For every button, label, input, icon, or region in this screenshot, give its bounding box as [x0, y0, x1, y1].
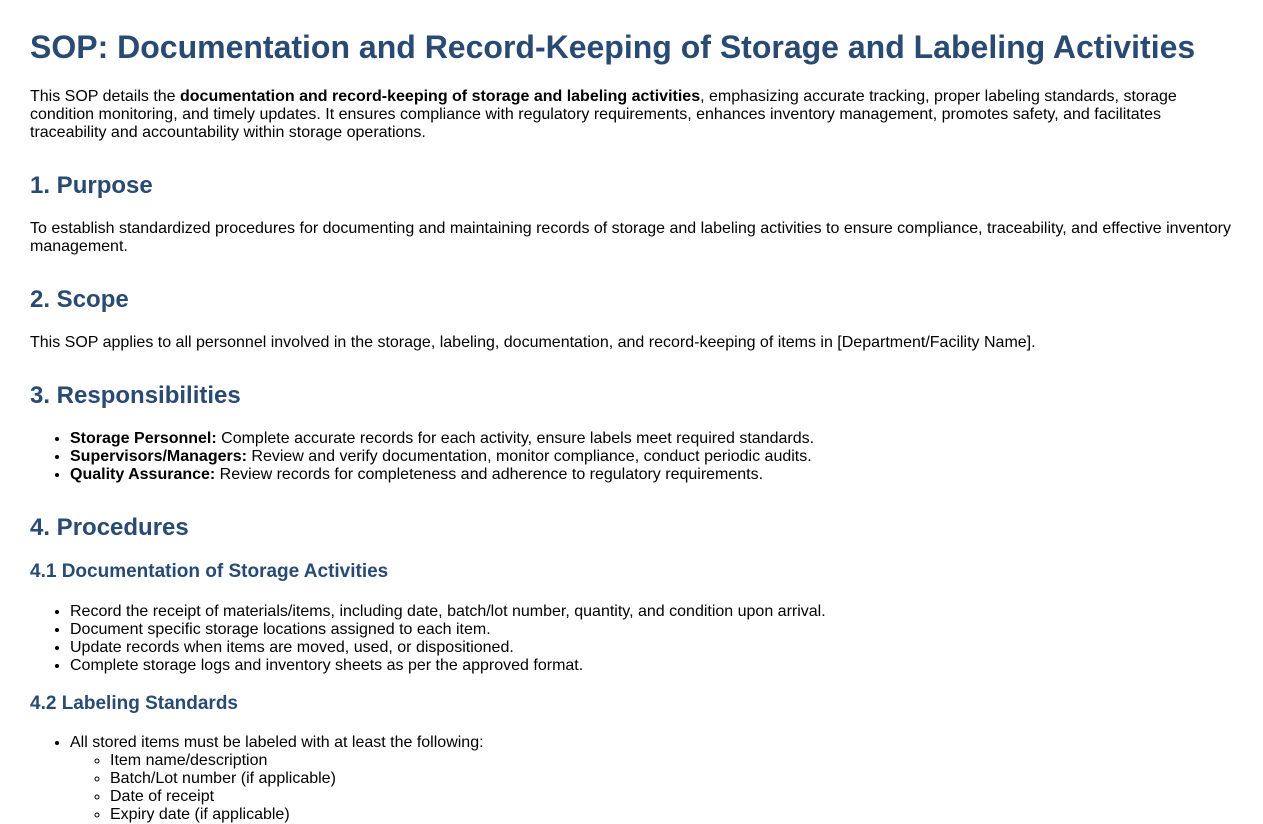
list-item: • Update records when items are moved, used, or dispositioned. — [70, 639, 826, 657]
list-item: ◦ Batch/Lot number (if applicable) — [110, 770, 484, 788]
list-item — [70, 430, 814, 448]
storage-documentation-list — [30, 603, 826, 675]
list-item — [70, 448, 814, 466]
responsibilities-list — [30, 430, 814, 484]
list-item: • Document specific storage locations assigned to each item. — [70, 621, 826, 639]
role-description: Complete accurate records for each activity, ensure labels meet required standards. — [216, 430, 815, 447]
intro-text-bold: documentation and record-keeping of storage and labeling activities — [180, 88, 701, 105]
intro-text-end: , emphasizing accurate tracking, proper labeling standards, storage condition monitoring, and timely updates. It ensures compliance with regulatory requirements, enhances inventory management, promotes safety, and facilitates traceability and accountability within storage operations. — [30, 88, 1177, 141]
role-description: Review and verify documentation, monitor compliance, conduct periodic audits. — [246, 448, 812, 465]
role-label: Supervisors/Managers: — [70, 448, 247, 465]
list-item — [70, 466, 814, 484]
list-item — [70, 734, 484, 824]
purpose-text: To establish standardized procedures for documenting and maintaining records of storage and labeling activities to ensure compliance, traceability, and effective inventory management. — [30, 220, 1231, 255]
role-label: Storage Personnel: — [70, 430, 217, 447]
role-label: Quality Assurance: — [70, 466, 216, 483]
list-item: ◦ Item name/description — [110, 752, 484, 770]
page-title: SOP: Documentation and Record-Keeping of Storage and Labeling Activities — [30, 29, 1196, 65]
list-item: ◦ Expiry date (if applicable) — [110, 806, 484, 824]
list-item: ◦ Date of receipt — [110, 788, 484, 806]
scope-heading: 2. Scope — [30, 286, 129, 313]
label-requirements-list — [70, 752, 484, 824]
purpose-heading: 1. Purpose — [30, 172, 153, 199]
scope-text: This SOP applies to all personnel involved in the storage, labeling, documentation, and record-keeping of items in [Department/Facility Name]. — [30, 334, 1036, 351]
intro-text-start: This SOP details the — [30, 88, 180, 105]
labeling-standards-heading: 4.2 Labeling Standards — [30, 693, 238, 714]
procedures-heading: 4. Procedures — [30, 514, 189, 541]
list-item: • Record the receipt of materials/items, including date, batch/lot number, quantity, and condition upon arrival. — [70, 603, 826, 621]
labeling-lead-text: All stored items must be labeled with at least the following: — [70, 734, 484, 751]
labeling-standards-list — [30, 734, 484, 824]
list-item: • Complete storage logs and inventory sheets as per the approved format. — [70, 657, 826, 675]
responsibilities-heading: 3. Responsibilities — [30, 382, 241, 409]
role-description: Review records for completeness and adherence to regulatory requirements. — [215, 466, 764, 483]
intro-paragraph — [30, 88, 1240, 142]
storage-documentation-heading: 4.1 Documentation of Storage Activities — [30, 561, 389, 582]
